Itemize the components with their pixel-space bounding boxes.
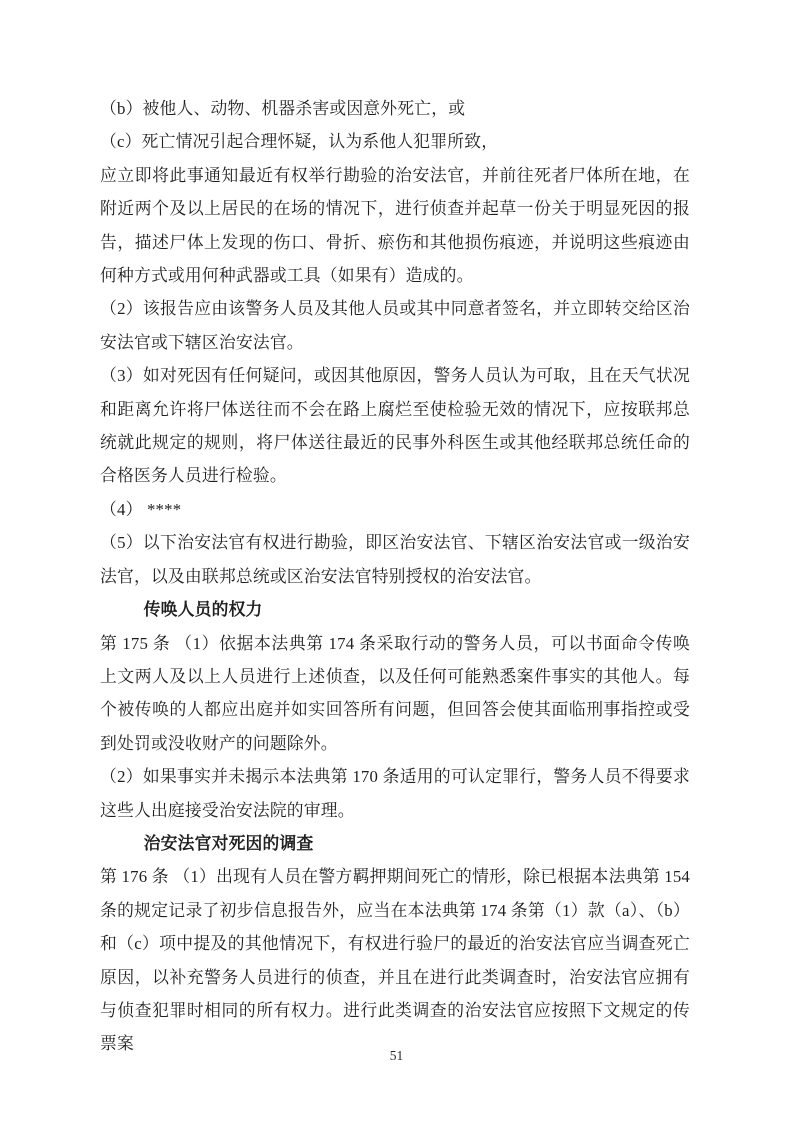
clause-5-empowered-magistrates: （5）以下治安法官有权进行勘验，即区治安法官、下辖区治安法官或一级治安法官，以及由联邦总统或区治安法官特别授权的治安法官。	[100, 533, 690, 586]
clause-2-report-signing: （2）该报告应由该警务人员及其他人员或其中同意者签名，并立即转交给区治安法官或下辖区治安法官。	[100, 299, 690, 352]
page-number: 51	[389, 1048, 404, 1063]
heading-power-to-summon: 传唤人员的权力	[143, 600, 263, 620]
paragraph-inquest-report: 应立即将此事通知最近有权举行勘验的治安法官，并前往死者尸体所在地，在附近两个及以上居民的在场的情况下，进行侦查并起草一份关于明显死因的报告，描述尸体上发现的伤口、骨折、瘀伤和其他损伤痕迹，并说明这些痕迹由何种方式或用何种武器或工具（如果有）造成的。	[100, 165, 690, 286]
section-175-clause-2: （2）如果事实并未揭示本法典第 170 条适用的可认定罪行，警务人员不得要求这些人出庭接受治安法院的审理。	[100, 767, 690, 820]
clause-4-omitted: （4） ****	[100, 499, 182, 519]
section-175-clause-1: 第 175 条 （1）依据本法典第 174 条采取行动的警务人员，可以书面命令传唤上文两人及以上人员进行上述侦查，以及任何可能熟悉案件事实的其他人。每个被传唤的人都应出庭并如实回答所有问题，但回答会使其面临刑事指控或受到处罚或没收财产的问题除外。	[100, 633, 690, 753]
document-body	[100, 92, 690, 1061]
heading-magistrate-inquiry-cause-of-death: 治安法官对死因的调查	[143, 833, 314, 853]
paragraph-item-b: （b）被他人、动物、机器杀害或因意外死亡，或	[100, 99, 466, 118]
paragraph-item-c: （c）死亡情况引起合理怀疑，认为系他人犯罪所致，	[100, 132, 499, 152]
section-176-clause-1: 第 176 条 （1）出现有人员在警方羁押期间死亡的情形，除已根据本法典第 154 条的规定记录了初步信息报告外，应当在本法典第 174 条第（1）款（a）、（b）和（c）项中提及的其他情况下，有权进行验尸的最近的治安法官应当调查死亡原因，以补充警务人员进行的侦查，并且在进行此类调查时，治安法官应拥有与侦查犯罪时相同的所有权力。进行此类调查的治安法官应按照下文规定的传票案	[100, 867, 690, 1054]
clause-3-body-examination: （3）如对死因有任何疑问，或因其他原因，警务人员认为可取，且在天气状况和距离允许将尸体送往而不会在路上腐烂至使检验无效的情况下，应按联邦总统就此规定的规则，将尸体送往最近的民事外科医生或其他经联邦总统任命的合格医务人员进行检验。	[100, 366, 690, 486]
